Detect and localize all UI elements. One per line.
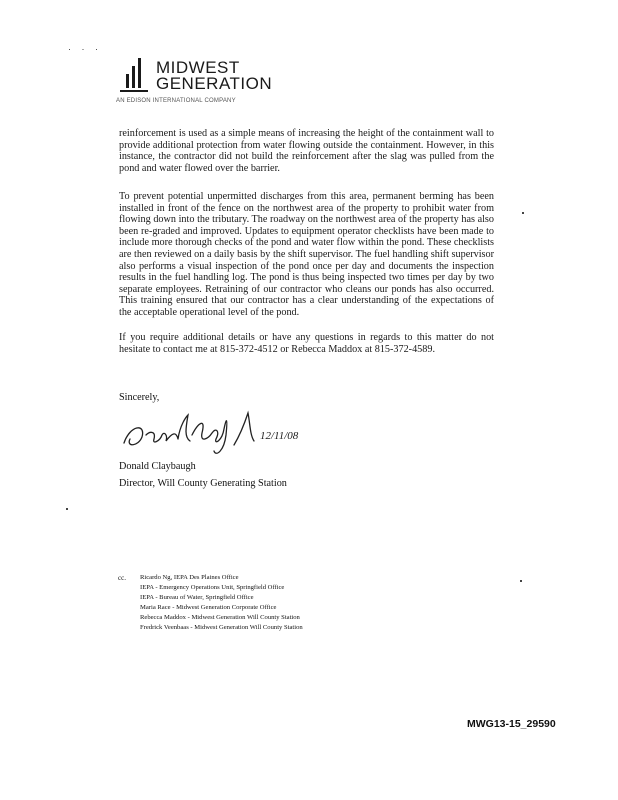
cc-recipient: Maria Race - Midwest Generation Corporate Office <box>140 604 277 611</box>
cc-recipient: IEPA - Bureau of Water, Springfield Office <box>140 594 254 601</box>
closing-salutation: Sincerely, <box>119 392 160 403</box>
paragraph-1: reinforcement is used as a simple means of increasing the height of the containment wall to provide additional protection from water flowing outside the containment. However, in this instance, the contractor did not build the reinforcement after the slag was pulled from the pond and water flowed over the barrier. <box>119 128 494 174</box>
cc-list <box>140 573 303 633</box>
cc-label: cc. <box>118 574 126 582</box>
cc-recipient: Rebecca Maddox - Midwest Generation Will County Station <box>140 614 300 621</box>
cc-recipient: IEPA - Emergency Operations Unit, Springfield Office <box>140 584 285 591</box>
company-logo <box>116 54 276 110</box>
cc-recipient: Fredrick Veenbaas - Midwest Generation Will County Station <box>140 624 303 631</box>
cc-recipient: Ricardo Ng, IEPA Des Plaines Office <box>140 574 239 581</box>
paragraph-3: If you require additional details or have any questions in regards to this matter do not hesitate to contact me at 815-372-4512 or Rebecca Maddox at 815-372-4589. <box>119 332 494 355</box>
scan-speck <box>522 212 524 214</box>
scan-speck <box>520 580 522 582</box>
signature-date: 12/11/08 <box>260 430 299 442</box>
logo-subtitle: AN EDISON INTERNATIONAL COMPANY <box>116 98 236 104</box>
signer-title: Director, Will County Generating Station <box>119 478 287 489</box>
paragraph-2: To prevent potential unpermitted discharges from this area, permanent berming has been installed in front of the fence on the northwest area of the property to prohibit water from flowing down into the tributary. The roadway on the northwest area of the property has also been re-graded and improved. Updates to equipment operator checklists have been made to include more thorough checks of the pond and water flow within the pond. These checklists are then reviewed on a daily basis by the shift supervisor. The fuel handling shift supervisor also performs a visual inspection of the pond once per day and documents the inspection results in the fuel handling log. The pond is thus being inspected two times per day by two separate employees. Retraining of our contractor who cleans our ponds has also occurred. This training ensured that our contractor has a clear understanding of the expectations of the acceptable operational level of the pond. <box>119 191 494 318</box>
logo-text-midwest: MIDWEST <box>156 58 240 77</box>
document-id: MWG13-15_29590 <box>467 718 556 730</box>
logo-mark-icon <box>116 56 150 96</box>
scan-speck <box>66 508 68 510</box>
logo-text-generation: GENERATION <box>156 74 273 93</box>
scan-artifact: · · · <box>68 44 102 54</box>
signer-name: Donald Claybaugh <box>119 461 196 472</box>
